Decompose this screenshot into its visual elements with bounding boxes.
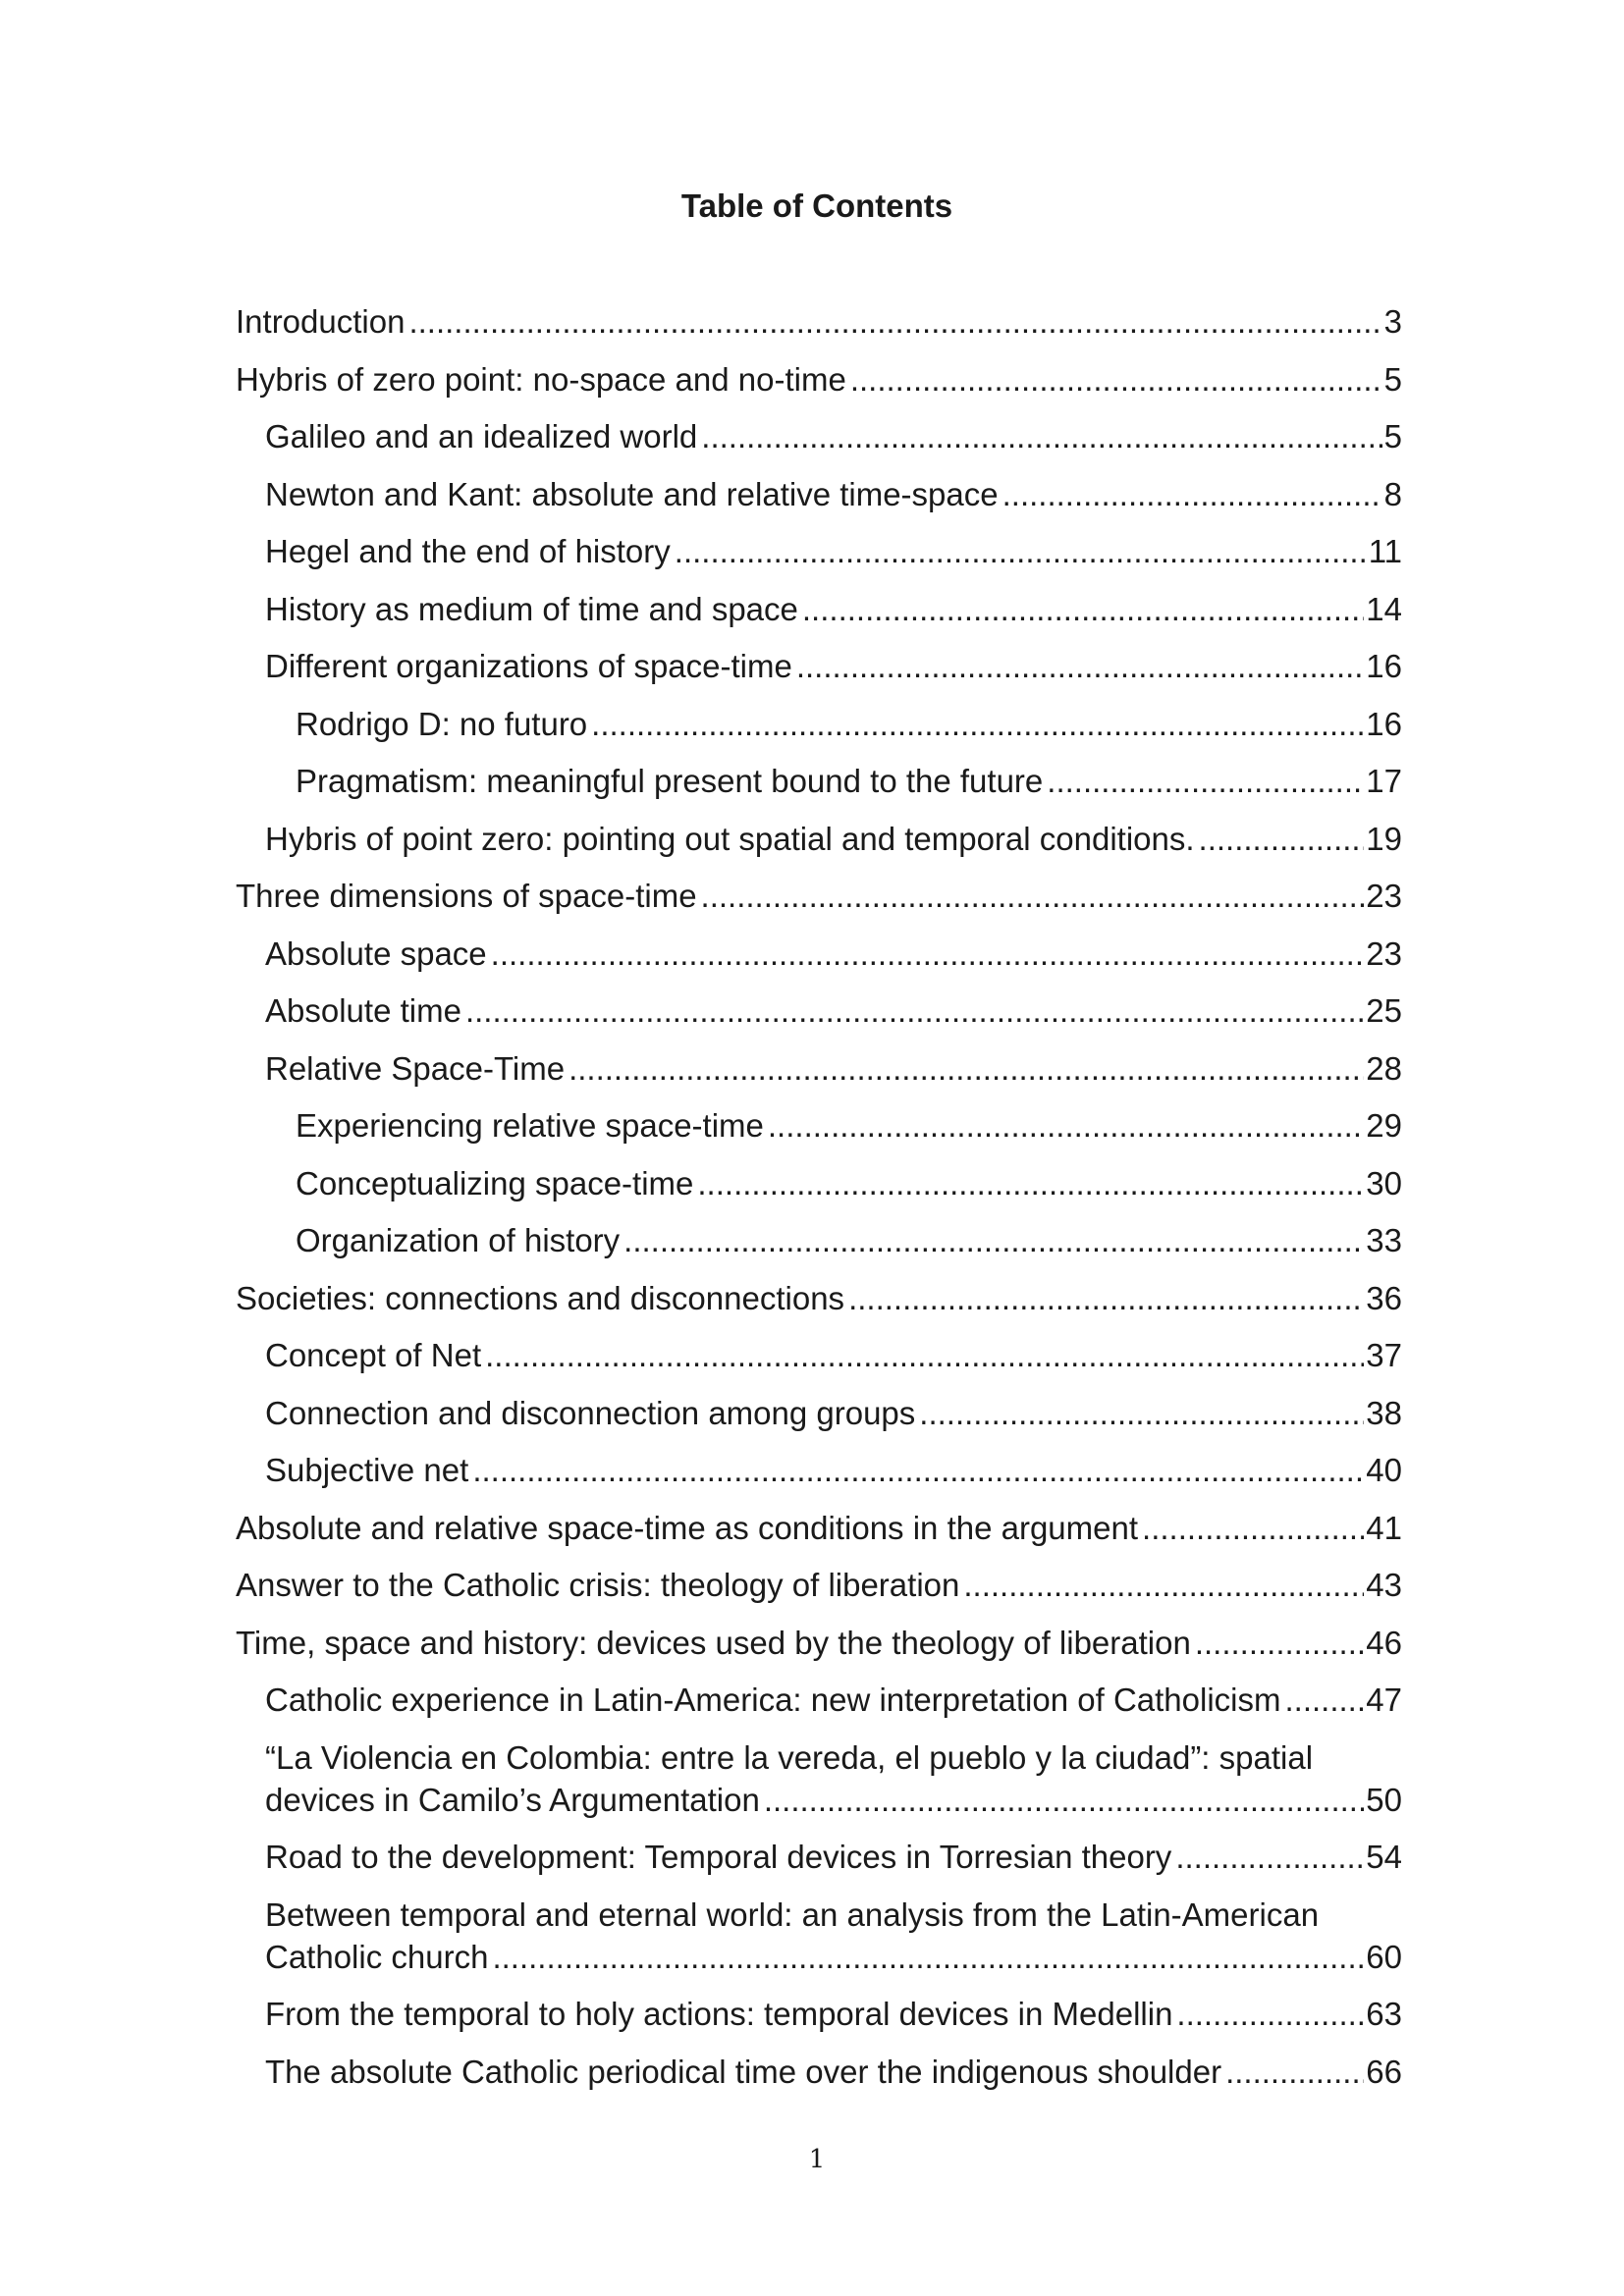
dot-leader (1142, 1507, 1364, 1549)
toc-entry[interactable] (236, 1162, 1402, 1204)
toc-entry-row (236, 875, 1402, 917)
toc-entry-page-number: 23 (1366, 878, 1402, 914)
toc-entry-row (265, 1392, 1402, 1434)
dot-leader (1195, 1622, 1364, 1664)
toc-entry-title: Catholic church (265, 1938, 489, 1975)
toc-entry-page-number: 17 (1366, 763, 1402, 799)
toc-entry-row (265, 2051, 1402, 2093)
toc-entry-page-number: 36 (1366, 1279, 1402, 1316)
toc-entry-page-number: 3 (1383, 303, 1402, 340)
toc-entry[interactable] (236, 2051, 1402, 2093)
toc-entry-page-number: 38 (1366, 1394, 1402, 1431)
toc-entry-page-number: 66 (1366, 2053, 1402, 2090)
toc-entry-title: devices in Camilo’s Argumentation (265, 1781, 760, 1818)
dot-leader (1047, 760, 1364, 802)
dot-leader (848, 1277, 1364, 1319)
toc-entry-row (265, 645, 1402, 687)
toc-entry-row (265, 588, 1402, 630)
dot-leader (675, 530, 1367, 572)
dot-leader (963, 1564, 1364, 1606)
toc-entry-title: Concept of Net (265, 1337, 482, 1373)
toc-list (236, 300, 1402, 2108)
toc-entry[interactable] (236, 588, 1402, 630)
toc-entry[interactable] (236, 703, 1402, 745)
toc-entry[interactable] (236, 473, 1402, 515)
toc-entry-title: Subjective net (265, 1452, 469, 1488)
dot-leader (764, 1779, 1364, 1821)
toc-entry-row (296, 1219, 1402, 1261)
toc-entry[interactable] (236, 530, 1402, 572)
toc-entry-row (265, 989, 1402, 1032)
toc-entry[interactable] (236, 818, 1402, 860)
toc-entry[interactable] (236, 1894, 1402, 1978)
toc-entry[interactable] (236, 358, 1402, 400)
toc-entry[interactable] (236, 989, 1402, 1032)
page-number: 1 (808, 2145, 826, 2174)
toc-entry-page-number: 46 (1366, 1624, 1402, 1661)
toc-entry-title: Answer to the Catholic crisis: theology of liberation (236, 1567, 960, 1603)
toc-entry-page-number: 14 (1366, 590, 1402, 627)
toc-entry-row (265, 818, 1402, 860)
toc-entry-row (265, 1334, 1402, 1376)
toc-entry-title: From the temporal to holy actions: temporal devices in Medellin (265, 1996, 1173, 2032)
toc-entry[interactable] (236, 1507, 1402, 1549)
toc-entry-title: Hybris of zero point: no-space and no-time (236, 360, 846, 398)
toc-entry-title: Time, space and history: devices used by the theology of liberation (236, 1624, 1191, 1661)
toc-entry-title: Newton and Kant: absolute and relative time-space (265, 475, 999, 512)
toc-entry-title: Organization of history (296, 1222, 621, 1258)
toc-entry-title: The absolute Catholic periodical time over the indigenous shoulder (265, 2053, 1222, 2090)
toc-entry-page-number: 43 (1366, 1567, 1402, 1603)
dot-leader (472, 1449, 1364, 1491)
toc-entry[interactable] (236, 1334, 1402, 1376)
dot-leader (802, 588, 1364, 630)
toc-entry-title: Conceptualizing space-time (296, 1164, 694, 1201)
toc-entry-row (236, 358, 1402, 400)
toc-entry[interactable] (236, 1277, 1402, 1319)
toc-entry-page-number: 5 (1383, 360, 1402, 398)
toc-entry-row (265, 1779, 1402, 1821)
dot-leader (491, 933, 1365, 975)
dot-leader (1175, 1836, 1364, 1878)
toc-entry-title: Introduction (236, 303, 406, 340)
toc-entry[interactable] (236, 1836, 1402, 1878)
dot-leader (1285, 1679, 1365, 1721)
toc-entry[interactable] (236, 1679, 1402, 1721)
toc-entry-page-number: 25 (1366, 992, 1402, 1029)
toc-entry-page-number: 8 (1383, 475, 1402, 512)
toc-entry-row (265, 473, 1402, 515)
toc-entry-title-line1: “La Violencia en Colombia: entre la vereda, el pueblo y la ciudad”: spatial (265, 1738, 1314, 1776)
toc-entry-row (265, 1679, 1402, 1721)
toc-entry-page-number: 29 (1366, 1107, 1402, 1144)
toc-entry[interactable] (236, 1564, 1402, 1606)
toc-entry-title: Absolute space (265, 934, 487, 972)
toc-entry-page-number: 37 (1366, 1337, 1402, 1373)
toc-entry[interactable] (236, 1047, 1402, 1090)
dot-leader (1225, 2051, 1364, 2093)
dot-leader (1176, 1993, 1364, 2035)
toc-entry-title: Connection and disconnection among groups (265, 1394, 916, 1431)
toc-entry-title: Pragmatism: meaningful present bound to the future (296, 763, 1044, 799)
toc-entry-title: Three dimensions of space-time (236, 878, 697, 914)
toc-entry[interactable] (236, 1993, 1402, 2035)
dot-leader (850, 358, 1382, 400)
toc-entry[interactable] (236, 1622, 1402, 1664)
toc-entry-page-number: 50 (1366, 1781, 1402, 1818)
toc-entry-row (265, 415, 1402, 457)
dot-leader (919, 1392, 1364, 1434)
dot-leader (701, 415, 1381, 457)
toc-entry[interactable] (236, 645, 1402, 687)
dot-leader (465, 989, 1364, 1032)
dot-leader (568, 1047, 1364, 1090)
toc-entry[interactable] (236, 1392, 1402, 1434)
toc-entry-title: Societies: connections and disconnections (236, 1279, 845, 1316)
toc-entry[interactable] (236, 415, 1402, 457)
dot-leader (697, 1162, 1364, 1204)
toc-entry-title: Hegel and the end of history (265, 533, 671, 569)
toc-entry-title: Hybris of point zero: pointing out spatial and temporal conditions. (265, 820, 1195, 857)
toc-entry-title: Experiencing relative space-time (296, 1107, 764, 1144)
toc-entry[interactable] (236, 1104, 1402, 1147)
toc-entry-row (236, 1622, 1402, 1664)
toc-entry-page-number: 23 (1366, 934, 1402, 972)
toc-entry-page-number: 33 (1366, 1222, 1402, 1258)
toc-entry-row (265, 933, 1402, 975)
toc-entry[interactable] (236, 300, 1402, 343)
toc-entry-page-number: 16 (1366, 705, 1402, 742)
toc-entry-page-number: 11 (1368, 533, 1402, 569)
toc-entry-title: Catholic experience in Latin-America: new interpretation of Catholicism (265, 1682, 1281, 1718)
toc-entry-row (265, 1449, 1402, 1491)
toc-entry-page-number: 60 (1366, 1938, 1402, 1975)
dot-leader (1199, 818, 1365, 860)
dot-leader (408, 300, 1381, 343)
toc-entry-page-number: 19 (1366, 820, 1402, 857)
dot-leader (492, 1936, 1364, 1978)
toc-entry-page-number: 47 (1366, 1682, 1402, 1718)
dot-leader (701, 875, 1365, 917)
dot-leader (591, 703, 1364, 745)
toc-entry-row (296, 1162, 1402, 1204)
toc-entry-page-number: 5 (1383, 418, 1402, 454)
toc-entry-row (236, 1277, 1402, 1319)
toc-entry-row (265, 1836, 1402, 1878)
toc-entry-title: Different organizations of space-time (265, 648, 792, 684)
dot-leader (768, 1104, 1364, 1147)
toc-entry-title: Road to the development: Temporal devices in Torresian theory (265, 1839, 1172, 1875)
toc-entry[interactable] (236, 1736, 1402, 1821)
toc-entry-page-number: 30 (1366, 1164, 1402, 1201)
toc-entry-title: Absolute time (265, 992, 461, 1029)
dot-leader (796, 645, 1364, 687)
toc-entry[interactable] (236, 1449, 1402, 1491)
toc-entry-row (236, 1507, 1402, 1549)
toc-entry[interactable] (236, 760, 1402, 802)
toc-entry-title: Rodrigo D: no futuro (296, 705, 588, 742)
toc-entry-page-number: 28 (1366, 1049, 1402, 1087)
toc-entry-title: History as medium of time and space (265, 590, 798, 627)
dot-leader (485, 1334, 1364, 1376)
toc-entry-row (296, 760, 1402, 802)
toc-entry-title: Relative Space-Time (265, 1049, 566, 1087)
toc-entry[interactable] (236, 933, 1402, 975)
toc-entry-row (296, 1104, 1402, 1147)
toc-entry-page-number: 63 (1366, 1996, 1402, 2032)
toc-entry-title: Absolute and relative space-time as conditions in the argument (236, 1509, 1139, 1546)
toc-entry-row (265, 1993, 1402, 2035)
toc-entry-row (296, 703, 1402, 745)
dot-leader (1002, 473, 1382, 515)
toc-entry-page-number: 41 (1366, 1509, 1402, 1546)
toc-entry-row (236, 300, 1402, 343)
toc-entry-row (265, 1047, 1402, 1090)
toc-entry[interactable] (236, 1219, 1402, 1261)
toc-entry-page-number: 54 (1366, 1839, 1402, 1875)
toc-title: Table of Contents (680, 187, 953, 224)
toc-entry-title: Galileo and an idealized world (265, 418, 698, 454)
toc-entry-page-number: 40 (1366, 1452, 1402, 1488)
toc-entry[interactable] (236, 875, 1402, 917)
toc-entry-page-number: 16 (1366, 648, 1402, 684)
toc-entry-row (236, 1564, 1402, 1606)
toc-entry-row (265, 1936, 1402, 1978)
toc-entry-row (265, 530, 1402, 572)
dot-leader (623, 1219, 1364, 1261)
toc-entry-title-line1: Between temporal and eternal world: an analysis from the Latin-American (265, 1896, 1320, 1933)
